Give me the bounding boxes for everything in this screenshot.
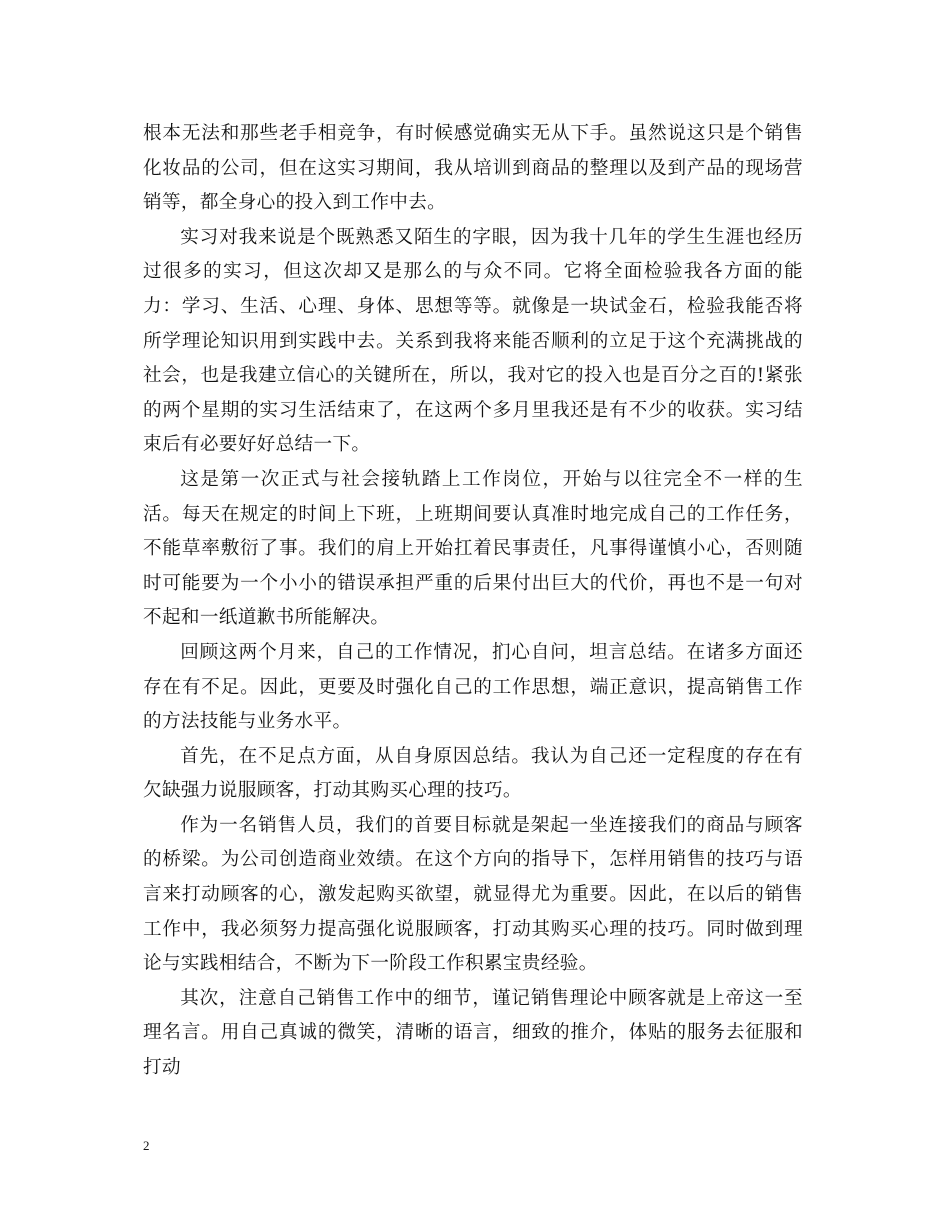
paragraph-sales-goal: 作为一名销售人员，我们的首要目标就是架起一坐连接我们的商品与顾客的桥梁。为公司创造商业效绩。在这个方向的指导下，怎样用销售的技巧与语言来打动顾客的心，激发起购买欲望，就显得尤为重要。因此，在以后的销售工作中，我必须努力提高强化说服顾客，打动其购买心理的技巧。同时做到理论与实践相结合，不断为下一阶段工作积累宝贵经验。 bbox=[143, 814, 803, 975]
paragraph-review: 回顾这两个月来，自己的工作情况，扪心自问，坦言总结。在诸多方面还存在有不足。因此，更要及时强化自己的工作思想，端正意识，提高销售工作的方法技能与业务水平。 bbox=[143, 641, 803, 733]
paragraph-details: 其次，注意自己销售工作中的细节，谨记销售理论中顾客就是上帝这一至理名言。用自己真诚的微笑，清晰的语言，细致的推介，体贴的服务去征服和打动 bbox=[143, 987, 803, 1079]
paragraph-shortcomings: 首先，在不足点方面，从自身原因总结。我认为自己还一定程度的存在有欠缺强力说服顾客，打动其购买心理的技巧。 bbox=[143, 745, 803, 802]
paragraph-first-job: 这是第一次正式与社会接轨踏上工作岗位，开始与以往完全不一样的生活。每天在规定的时间上下班，上班期间要认真准时地完成自己的工作任务，不能草率敷衍了事。我们的肩上开始扛着民事责任，凡事得谨慎小心，否则随时可能要为一个小小的错误承担严重的后果付出巨大的代价，再也不是一句对不起和一纸道歉书所能解决。 bbox=[143, 468, 803, 629]
page-number: 2 bbox=[143, 1138, 150, 1153]
paragraph-continued: 根本无法和那些老手相竞争，有时候感觉确实无从下手。虽然说这只是个销售化妆品的公司，但在这实习期间，我从培训到商品的整理以及到产品的现场营销等，都全身心的投入到工作中去。 bbox=[143, 123, 803, 214]
paragraph-internship-meaning: 实习对我来说是个既熟悉又陌生的字眼，因为我十几年的学生生涯也经历过很多的实习，但这次却又是那么的与众不同。它将全面检验我各方面的能力：学习、生活、心理、身体、思想等等。就像是一块试金石，检验我能否将所学理论知识用到实践中去。关系到我将来能否顺利的立足于这个充满挑战的社会，也是我建立信心的关键所在，所以，我对它的投入也是百分之百的!紧张的两个星期的实习生活结束了，在这两个多月里我还是有不少的收获。实习结束后有必要好好总结一下。 bbox=[143, 226, 803, 456]
document-body bbox=[143, 117, 803, 1086]
